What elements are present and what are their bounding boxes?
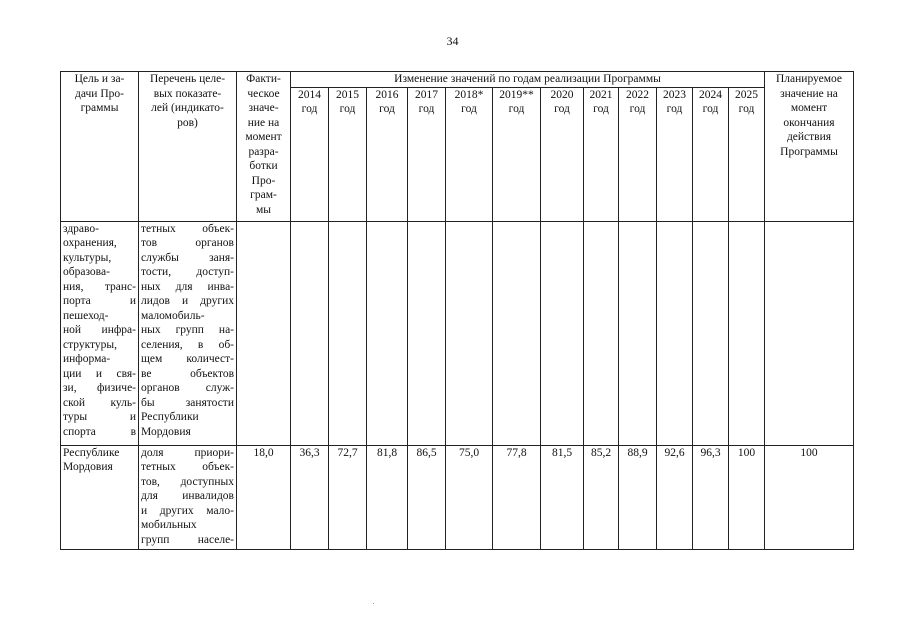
- text-line: зи, физиче-: [63, 382, 136, 394]
- year-label: 2018*: [454, 88, 484, 101]
- year-value: 88,9: [619, 445, 657, 549]
- year-label: 2014: [298, 88, 321, 101]
- text-line: селения, в об-: [141, 338, 234, 351]
- indicator-cell: [139, 445, 237, 549]
- year-label: 2022: [626, 88, 649, 101]
- year-value: 77,8: [493, 445, 541, 549]
- empty-cell: [765, 221, 854, 445]
- year-header: [291, 87, 329, 221]
- empty-cell: [329, 221, 367, 445]
- text-line: Мордовия: [63, 461, 113, 473]
- text-line: ции и свя-: [63, 367, 136, 380]
- text-line: туры и: [63, 411, 136, 423]
- year-unit: год: [461, 103, 477, 115]
- actual-value: 18,0: [237, 445, 291, 549]
- header-actual-text: Факти- ческое значе- ние на момент разра- ботки Про- грам- мы: [245, 73, 282, 216]
- text-line: маломобиль-: [141, 309, 205, 322]
- page-number: 34: [446, 34, 459, 48]
- year-value: 75,0: [446, 445, 493, 549]
- text-line: лидов и других: [141, 295, 234, 307]
- empty-cell: [584, 221, 619, 445]
- text-line: ной инфра-: [63, 324, 136, 336]
- header-planned-text: Планируемое значение на момент окончания действия Программы: [775, 73, 843, 158]
- year-value: 85,2: [584, 445, 619, 549]
- empty-cell: [693, 221, 729, 445]
- text-line: порта и: [63, 295, 136, 307]
- year-label: 2016: [375, 88, 399, 101]
- year-label: 2017: [415, 88, 438, 101]
- text-line: культуры,: [63, 251, 112, 264]
- year-header: [329, 87, 367, 221]
- indicator-cell: [139, 221, 237, 445]
- indicators-table: [60, 71, 854, 550]
- text-line: ве объектов: [141, 367, 234, 380]
- empty-cell: [237, 221, 291, 445]
- text-line: тетных объек-: [141, 222, 234, 235]
- year-value: 36,3: [291, 445, 329, 549]
- goal-cell: [61, 445, 139, 549]
- empty-cell: [493, 221, 541, 445]
- text-line: мобильных: [141, 519, 197, 531]
- goal-cell: [61, 221, 139, 445]
- year-value: 72,7: [329, 445, 367, 549]
- text-line: доля приори-: [141, 446, 234, 459]
- empty-cell: [291, 221, 329, 445]
- header-changes: Изменение значений по годам реализации Программы: [291, 72, 765, 88]
- year-value: 81,8: [367, 445, 408, 549]
- year-value: 96,3: [693, 445, 729, 549]
- year-unit: год: [593, 103, 609, 115]
- text-line: щем количест-: [141, 353, 234, 365]
- text-line: пешеход-: [63, 309, 109, 322]
- year-unit: год: [301, 103, 318, 115]
- year-label: 2020: [550, 88, 574, 101]
- empty-cell: [408, 221, 446, 445]
- year-header: [693, 87, 729, 221]
- header-indicators: [139, 72, 237, 222]
- planned-value: 100: [765, 445, 854, 549]
- year-label: 2023: [663, 88, 686, 101]
- text-line: Мордовия: [141, 425, 191, 438]
- year-value: 81,5: [541, 445, 584, 549]
- table-row: [61, 445, 854, 549]
- text-line: тетных объек-: [141, 461, 234, 473]
- text-line: ской куль-: [63, 396, 136, 409]
- text-line: структуры,: [63, 338, 118, 351]
- year-header: [619, 87, 657, 221]
- text-line: охранения,: [63, 237, 117, 249]
- year-header: [541, 87, 584, 221]
- text-line: здраво-: [63, 222, 99, 235]
- year-header: [493, 87, 541, 221]
- empty-cell: [729, 221, 765, 445]
- year-unit: год: [702, 103, 719, 115]
- year-unit: год: [379, 103, 395, 115]
- year-label: 2015: [336, 88, 359, 101]
- year-unit: год: [339, 103, 356, 115]
- empty-cell: [446, 221, 493, 445]
- year-unit: год: [554, 103, 570, 115]
- text-line: органов служ-: [141, 382, 234, 394]
- header-indicators-text: Перечень целе- вых показате- лей (индикато- ров): [149, 73, 226, 129]
- header-goal: [61, 72, 139, 222]
- text-line: спорта в: [63, 425, 136, 438]
- text-line: ния, транс-: [63, 280, 136, 293]
- header-planned: [765, 72, 854, 222]
- text-line: ных групп на-: [141, 324, 234, 336]
- scan-speck: [373, 603, 374, 604]
- year-header: [584, 87, 619, 221]
- text-line: ных для инва-: [141, 280, 234, 293]
- text-line: Республике: [63, 446, 120, 459]
- year-label: 2021: [589, 88, 613, 101]
- year-header: [657, 87, 693, 221]
- text-line: для инвалидов: [141, 490, 234, 502]
- table-row: [61, 221, 854, 445]
- year-value: 86,5: [408, 445, 446, 549]
- year-unit: год: [418, 103, 435, 115]
- header-goal-text: Цель и за- дачи Про- граммы: [74, 73, 125, 114]
- year-header: [367, 87, 408, 221]
- text-line: тости, доступ-: [141, 266, 234, 278]
- year-header: [729, 87, 765, 221]
- text-line: тов, доступных: [141, 475, 234, 488]
- year-unit: год: [666, 103, 683, 115]
- text-line: службы заня-: [141, 251, 234, 264]
- empty-cell: [619, 221, 657, 445]
- year-value: 100: [729, 445, 765, 549]
- empty-cell: [657, 221, 693, 445]
- year-unit: год: [629, 103, 646, 115]
- text-line: и других мало-: [141, 504, 234, 517]
- year-unit: год: [508, 103, 525, 115]
- header-actual: [237, 72, 291, 222]
- text-line: групп населе-: [141, 533, 234, 546]
- year-label: 2025: [735, 88, 758, 101]
- year-label: 2019**: [499, 88, 534, 101]
- year-label: 2024: [699, 88, 722, 101]
- text-line: образова-: [63, 266, 110, 278]
- year-value: 92,6: [657, 445, 693, 549]
- year-unit: год: [738, 103, 755, 115]
- text-line: бы занятости: [141, 396, 234, 409]
- empty-cell: [367, 221, 408, 445]
- text-line: Республики: [141, 411, 199, 423]
- empty-cell: [541, 221, 584, 445]
- year-header: [408, 87, 446, 221]
- text-line: информа-: [63, 353, 111, 365]
- text-line: тов органов: [141, 237, 234, 249]
- year-header: [446, 87, 493, 221]
